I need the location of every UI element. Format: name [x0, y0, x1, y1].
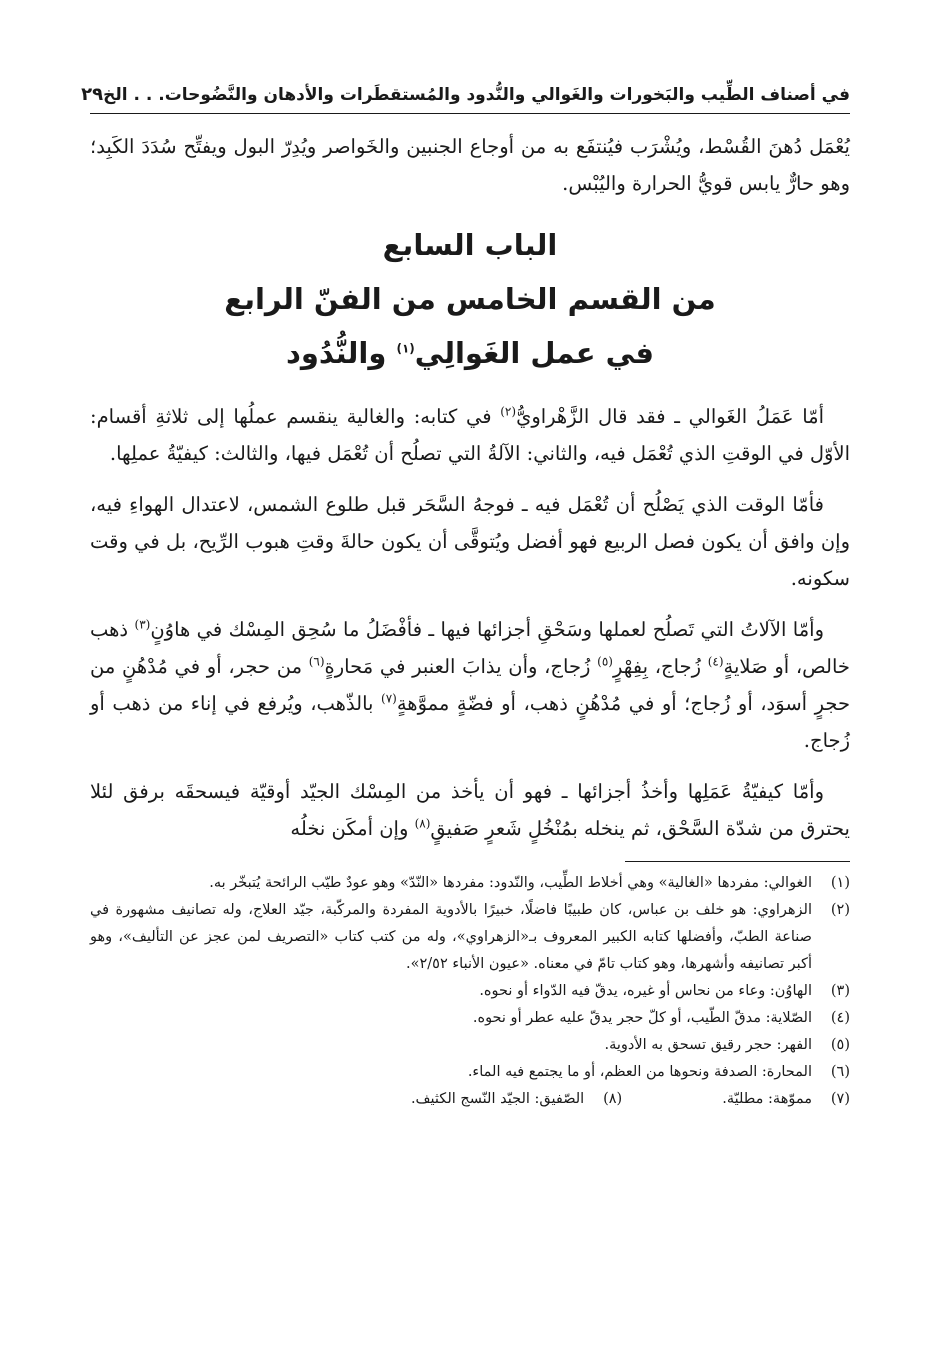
footnote-ref: (٨) [414, 816, 431, 831]
footnote [411, 1086, 622, 1113]
footnote [90, 1059, 850, 1086]
footnote-number: (٦) [830, 1064, 850, 1080]
footnote-text: مموّهة: مطليّة. [722, 1091, 812, 1107]
footnote-divider [625, 861, 850, 862]
footnote-text: الفهر: حجر رقيق تسحق به الأدوية. [604, 1037, 812, 1053]
chapter-section: من القسم الخامس من الفنّ الرابع [224, 282, 716, 316]
book-page [81, 84, 850, 1337]
paragraph-on-method [90, 773, 850, 847]
footnote [90, 1005, 850, 1032]
paragraph-on-time: فأمّا الوقت الذي يَصْلُح أن تُعْمَل فيه ـ فوجهُ السَّحَر قبل طلوع الشمس، لاعتدال الهواءِ فيه، وإن وافق أن يكون فصل الربيع فهو أفضل ويُتوقَّى أن يكون حالةَ وقتِ هبوب الرِّيح، بل في وقت سكونه. [90, 493, 850, 590]
running-header [81, 84, 850, 114]
footnote-text: الصّفيق: الجيّد النّسج الكثيف. [410, 1091, 585, 1107]
footnote-number: (٨) [603, 1091, 623, 1107]
paragraph-text: زُجاج، وأن يذابَ العنبر في مَحارةٍ [324, 655, 598, 678]
footnote-number: (٥) [830, 1037, 850, 1053]
paragraph-text: بالذّهب، ويُرفع في إناء من ذهب أو زُجاج. [90, 692, 850, 752]
footnote-text: الغوالي: مفردها «الغالية» وهي أخلاط الطِّيب، والنّدود: مفردها «النّدّ» وهو عودٌ طيّب الرائحة يُتبخّر به. [209, 875, 812, 891]
footnote-ref: (٧) [381, 691, 397, 706]
footnote [90, 1032, 850, 1059]
footnote-ref: (٢) [500, 404, 517, 419]
intro-paragraph: يُعْمَل دُهنَ القُسْط، ويُشْرَب فيُنتفَع به من أوجاع الجنبين والخَواصر ويُدِرّ البول ويفتِّح سُدَدَ الكَبِد؛ وهو حارٌّ يابس قويُّ الحرارة واليُبْس. [90, 135, 850, 195]
running-title: في أصناف الطِّيب والبَخورات والغَوالي والنُّدود والمُستقطَرات والأدهان والنَّضُوحات. . . الخ [103, 85, 850, 105]
footnote-number: (٣) [830, 983, 850, 999]
footnote-number: (٧) [830, 1091, 850, 1107]
chapter-heading [90, 218, 850, 380]
footnote-ref: (١) [396, 341, 415, 356]
footnote-pair [90, 1086, 850, 1113]
footnote-ref: (٦) [308, 654, 325, 669]
footnote-text: الصّلاية: مدقّ الطّيب، أو كلّ حجر يدقّ عليه عطر أو نحوه. [472, 1010, 812, 1026]
footnote-text: المحارة: الصدفة ونحوها من العظم، أو ما يجتمع فيه الماء. [467, 1064, 812, 1080]
paragraph-on-tools [90, 611, 850, 759]
paragraph-text: وأمّا الآلاتُ التي تَصلُح لعملها وسَحْقِ أجزائها فيها ـ فأفْضَلُ ما سُحِق المِسْك في هاوُنٍ [150, 618, 824, 641]
main-text [90, 128, 850, 847]
paragraph-text: زُجاج، بِفِهْرٍ [612, 655, 708, 678]
footnote-number: (٢) [830, 902, 850, 918]
footnote [90, 870, 850, 897]
footnote [90, 897, 850, 978]
footnote-number: (٤) [830, 1010, 850, 1026]
paragraph-text: من حجر، أو في مُدْهُنٍ من حجرٍ أسوَد، أو زُجاج؛ أو في مُدْهُنٍ ذهب، أو فضّةٍ مموَّهةٍ [90, 655, 850, 715]
chapter-subject [90, 326, 850, 380]
footnote-ref: (٣) [134, 617, 151, 632]
paragraph-text: ذهب خالص، أو صَلايةٍ [90, 618, 850, 678]
footnote [90, 978, 850, 1005]
footnote-text: الهاوُن: وعاء من نحاس أو غيره، يدقّ فيه الدّواء أو نحوه. [479, 983, 812, 999]
footnote [722, 1086, 850, 1113]
footnote-ref: (٥) [597, 654, 613, 669]
chapter-subject-text: والنُّدُود [286, 336, 397, 370]
footnote-number: (١) [830, 875, 850, 891]
paragraph-text: وأمّا كيفيّةُ عَمَلِها وأخذُ أجزائها ـ فهو أن يأخذ من المِسْك الجيّد أوقيّة فيسحقَه برفق لئلا يحترق من شدّة السَّحْق، ثم ينخله بمُنْخُلٍ شَعرٍ صَفيقٍ [90, 780, 850, 840]
page-number: ٢٩ [81, 84, 104, 105]
footnotes [90, 870, 850, 1113]
paragraph-on-ghawali [90, 398, 850, 472]
footnote-ref: (٤) [707, 654, 724, 669]
chapter-title: الباب السابع [382, 228, 558, 262]
footnote-text: الزهراوي: هو خلف بن عباس، كان طبيبًا فاضلًا، خبيرًا بالأدوية المفردة والمركّبة، جيّد العلاج، وله تصانيف مشهورة في صناعة الطبّ، وأفضلها كتابه الكبير المعروف بـ«الزهراوي»، وله من كتب كتاب «التصريف لمن عجز عن التأليف»، وهو أكبر تصانيفه وأشهرها، وهو كتاب تامّ في معناه. «عيون الأنباء ٢/٥٢». [90, 902, 812, 972]
paragraph-text: أمّا عَمَلُ الغَوالي ـ فقد قال الزَّهْراويُّ [516, 405, 824, 428]
paragraph-text: وإن أمكَن نخلُه [290, 817, 415, 840]
paragraph-text: في كتابه: والغالية ينقسم عملُها إلى ثلاثةِ أقسام: الأوّل في الوقتِ الذي تُعْمَل فيه، والثاني: الآلةُ التي تصلُح أن تُعْمَل فيها، والثالث: كيفيّةُ عملِها. [90, 405, 850, 465]
chapter-subject-text: في عمل الغَوالِي [414, 336, 654, 370]
